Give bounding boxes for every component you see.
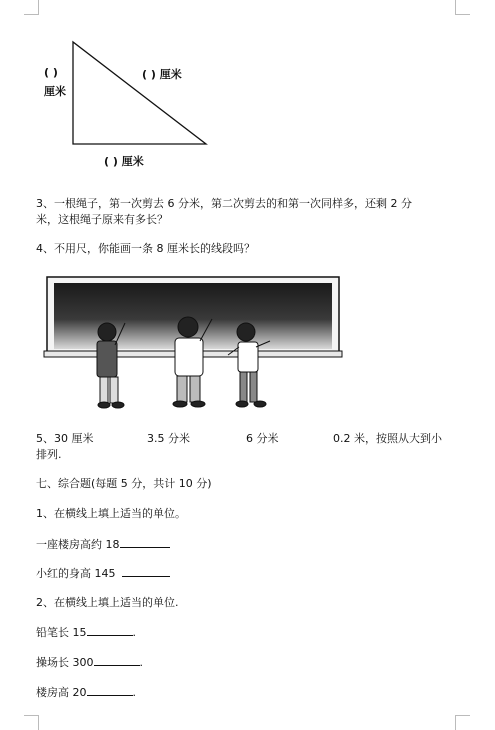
- s7-q2-item-c: [36, 684, 136, 700]
- child-middle: [173, 317, 212, 407]
- triangle-bottom-side-label: ( ) 厘米: [104, 155, 144, 168]
- corner-mark-bottom-right: [455, 715, 470, 730]
- blackboard-illustration: [0, 265, 495, 425]
- period-mark: .: [132, 626, 136, 639]
- answer-blank[interactable]: [87, 685, 133, 696]
- s7-q2-item-a-text: 铅笔长 15: [36, 626, 87, 639]
- q3-line-2: 米，这根绳子原来有多长？: [36, 213, 168, 226]
- period-mark: .: [139, 656, 143, 669]
- s7-q1-item-b: [36, 565, 170, 581]
- triangle-hypotenuse-label: ( ) 厘米: [142, 68, 182, 81]
- q5-item-4: 0.2 米，按照从大到小: [333, 432, 442, 445]
- q5-item-3: 6 分米: [246, 432, 279, 445]
- answer-blank[interactable]: [122, 566, 170, 577]
- q4-text: 4、不用尺，你能画一条 8 厘米长的线段吗？: [36, 242, 255, 255]
- s7-q2-item-c-text: 楼房高 20: [36, 686, 87, 699]
- s7-q1-item-b-text: 小红的身高 145: [36, 567, 116, 580]
- answer-blank[interactable]: [120, 537, 170, 548]
- q5-item-2: 3.5 分米: [147, 432, 190, 445]
- period-mark: .: [132, 686, 136, 699]
- triangle-left-side-unit: 厘米: [44, 85, 66, 98]
- q3-line-1: 3、一根绳子，第一次剪去 6 分米，第二次剪去的和第一次同样多，还剩 2 分: [36, 197, 412, 210]
- triangle-left-side-label: ( ): [44, 66, 58, 79]
- corner-mark-bottom-left: [24, 715, 39, 730]
- q5-line-2: 排列.: [36, 448, 62, 461]
- right-triangle: [73, 42, 206, 144]
- answer-blank[interactable]: [87, 625, 133, 636]
- s7-q2-item-b-text: 操场长 300: [36, 656, 94, 669]
- s7-q2-item-b: [36, 654, 143, 670]
- s7-q1-title: 1、在横线上填上适当的单位。: [36, 507, 186, 520]
- s7-q2-title: 2、在横线上填上适当的单位.: [36, 596, 179, 609]
- s7-q1-item-a-text: 一座楼房高约 18: [36, 538, 120, 551]
- q5-item-1: 5、30 厘米: [36, 432, 94, 445]
- right-triangle-figure: [0, 0, 495, 170]
- answer-blank[interactable]: [94, 655, 140, 666]
- s7-q2-item-a: [36, 624, 136, 640]
- section-7-title: 七、综合题(每题 5 分，共计 10 分): [36, 477, 212, 490]
- s7-q1-item-a: [36, 536, 170, 552]
